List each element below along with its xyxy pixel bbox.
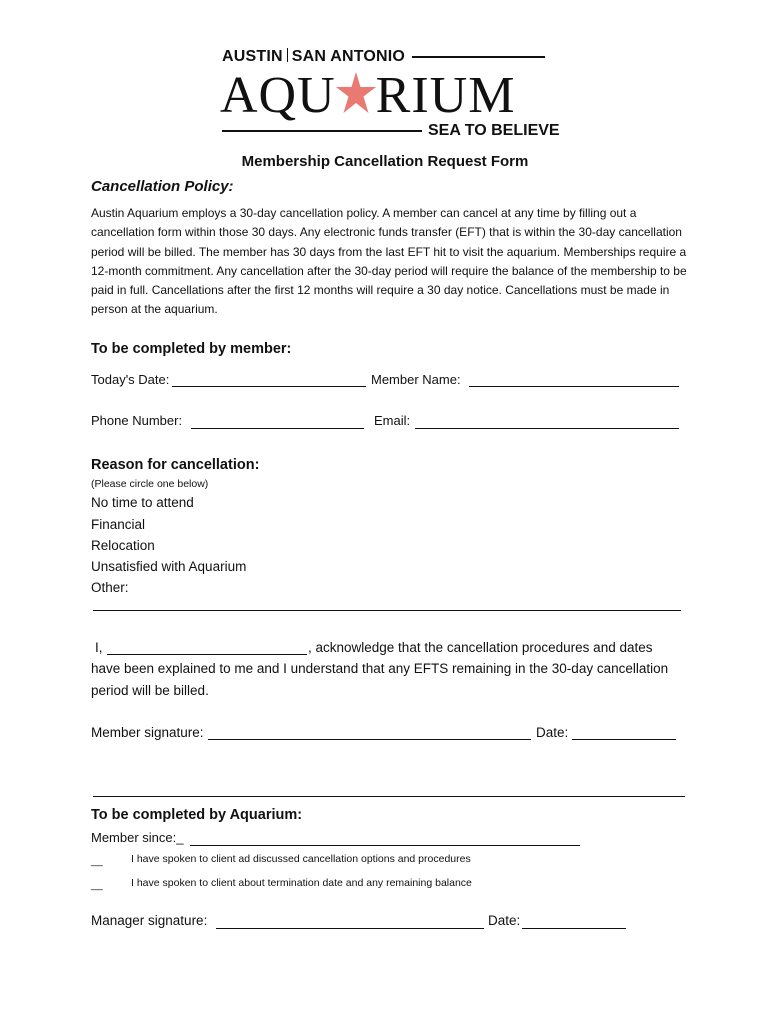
reason-option-financial[interactable]: Financial xyxy=(91,517,146,532)
phone-label: Phone Number: xyxy=(91,413,183,428)
member-signature-label: Member signature: xyxy=(91,725,204,740)
ack-line1: , acknowledge that the cancellation procedures and dates xyxy=(308,640,653,655)
email-field[interactable] xyxy=(415,428,679,429)
reason-heading: Reason for cancellation: xyxy=(91,457,260,473)
logo-rule-bottom xyxy=(222,130,422,132)
check1-text: I have spoken to client ad discussed cancellation options and procedures xyxy=(131,853,471,865)
logo-cities xyxy=(222,48,405,66)
ack-line2: have been explained to me and I understand that any EFTS remaining in the 30-day cancellation xyxy=(91,661,669,676)
todays-date-field[interactable] xyxy=(172,386,366,387)
check2-text: I have spoken to client about termination date and any remaining balance xyxy=(131,877,472,889)
aquarium-section-heading: To be completed by Aquarium: xyxy=(91,807,303,823)
member-section-heading: To be completed by member: xyxy=(91,341,292,357)
email-label: Email: xyxy=(374,413,411,428)
member-date-field[interactable] xyxy=(572,739,676,740)
ack-name-field[interactable] xyxy=(107,654,307,655)
phone-field[interactable] xyxy=(191,428,364,429)
ack-line3: period will be billed. xyxy=(91,683,209,698)
reason-option-other[interactable]: Other: xyxy=(91,580,129,595)
logo-rule-top xyxy=(412,56,545,58)
logo-city-austin: AUSTIN xyxy=(222,48,283,65)
logo-name-right: RIUM xyxy=(375,67,516,124)
logo-city-san-antonio: SAN ANTONIO xyxy=(291,48,406,65)
logo-wordmark xyxy=(220,67,516,124)
starfish-icon xyxy=(334,70,378,116)
ack-prefix: I, xyxy=(95,640,103,655)
reason-option-no-time[interactable]: No time to attend xyxy=(91,495,194,510)
member-since-label: Member since:_ xyxy=(91,830,184,845)
member-since-field[interactable] xyxy=(190,845,580,846)
logo-tagline: SEA TO BELIEVE xyxy=(428,122,560,139)
manager-signature-field[interactable] xyxy=(216,928,484,929)
reason-option-relocation[interactable]: Relocation xyxy=(91,538,155,553)
logo-separator xyxy=(287,48,288,62)
reason-note: (Please circle one below) xyxy=(91,478,209,490)
member-name-label: Member Name: xyxy=(371,372,461,387)
policy-heading: Cancellation Policy: xyxy=(91,178,234,195)
member-signature-field[interactable] xyxy=(208,739,531,740)
logo-name-left: AQU xyxy=(220,67,336,124)
member-name-field[interactable] xyxy=(469,386,679,387)
reason-option-unsatisfied[interactable]: Unsatisfied with Aquarium xyxy=(91,559,247,574)
other-reason-field[interactable] xyxy=(93,610,681,611)
manager-date-field[interactable] xyxy=(522,928,626,929)
todays-date-label: Today's Date: xyxy=(91,372,170,387)
check2-mark[interactable]: __ xyxy=(91,879,103,891)
check1-mark[interactable]: __ xyxy=(91,855,103,867)
form-title: Membership Cancellation Request Form xyxy=(241,153,529,170)
manager-date-label: Date: xyxy=(488,913,521,928)
manager-signature-label: Manager signature: xyxy=(91,913,208,928)
policy-text: Austin Aquarium employs a 30-day cancellation policy. A member can cancel at any time by filling out a cancellation form within those 30 days. Any electronic funds transfer (EFT) that is within the 30-day cancellation period will be billed. The member has 30 days from the last EFT hit to visit the aquarium. Memberships require a 12-month commitment. Any cancellation after the 30-day period will require the balance of the membership to be paid in full. Cancellations after the first 12 months will require a 30 day notice. Cancellations must be made in person at the aquarium. xyxy=(91,206,687,317)
section-divider xyxy=(93,796,685,797)
member-date-label: Date: xyxy=(536,725,569,740)
